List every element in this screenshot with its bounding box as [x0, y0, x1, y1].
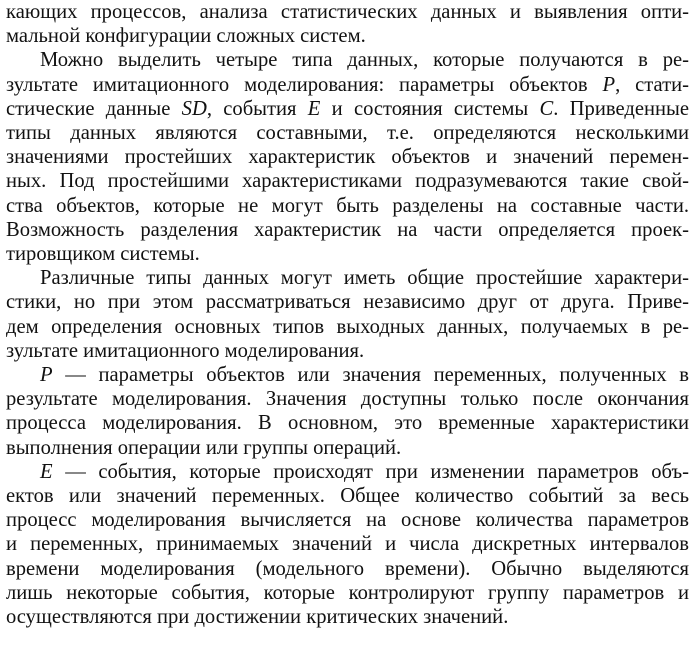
text-line: зультате имитационного моделирования.: [6, 339, 365, 362]
text-line: E — события, которые происходят при изменении параметров объ-: [40, 460, 689, 483]
text-line: времени моделирования (модельного времени). Обычно выделяются: [6, 557, 689, 580]
text-line: типы данных являются составными, т.е. определяются несколькими: [6, 122, 689, 145]
text-line: процесса моделирования. В основном, это временные характеристики: [6, 412, 689, 435]
paragraph-data-types: [6, 48, 689, 266]
paragraph-common-characteristics: [6, 266, 689, 363]
text-line: Возможность разделения характеристик на части определяется проек-: [6, 218, 689, 241]
text-line: результате моделирования. Значения доступны только после окончания: [6, 388, 689, 411]
paragraph-continuation: [6, 0, 689, 48]
text-line: стики, но при этом рассматриваться независимо друг от друга. Приве-: [6, 291, 689, 314]
text-line: мальной конфигурации сложных систем.: [6, 25, 366, 48]
text-line: зультате имитационного моделирования: параметры объектов P, стати-: [6, 73, 689, 96]
text-line: значениями простейших характеристик объектов и значений перемен-: [6, 146, 689, 169]
text-line: ства объектов, которые не могут быть разделены на составные части.: [6, 194, 689, 217]
text-line: дем определения основных типов выходных данных, получаемых в ре-: [6, 315, 689, 338]
text-line: осуществляются при достижении критических значений.: [6, 606, 509, 629]
text-line: и переменных, принимаемых значений и числа дискретных интервалов: [6, 533, 689, 556]
paragraph-definition-p: [6, 363, 689, 460]
text-line: ектов или значений переменных. Общее количество событий за весь: [6, 485, 689, 508]
text-line: ных. Под простейшими характеристиками подразумеваются такие свой-: [6, 170, 689, 193]
document-page: [6, 0, 689, 629]
text-line: лишь некоторые события, которые контролируют группу параметров и: [6, 581, 689, 604]
text-line: Различные типы данных могут иметь общие простейшие характери-: [40, 267, 689, 290]
text-line: P — параметры объектов или значения переменных, полученных в: [40, 364, 689, 387]
text-line: выполнения операции или группы операций.: [6, 436, 402, 459]
text-line: Можно выделить четыре типа данных, которые получаются в ре-: [40, 49, 689, 72]
text-line: кающих процессов, анализа статистических данных и выявления опти-: [6, 1, 689, 23]
text-line: процесс моделирования вычисляется на основе количества параметров: [6, 509, 689, 532]
text-line: стические данные SD, события E и состояния системы C. Приведенные: [6, 97, 689, 120]
paragraph-definition-e: [6, 460, 689, 629]
text-line: тировщиком системы.: [6, 243, 200, 266]
